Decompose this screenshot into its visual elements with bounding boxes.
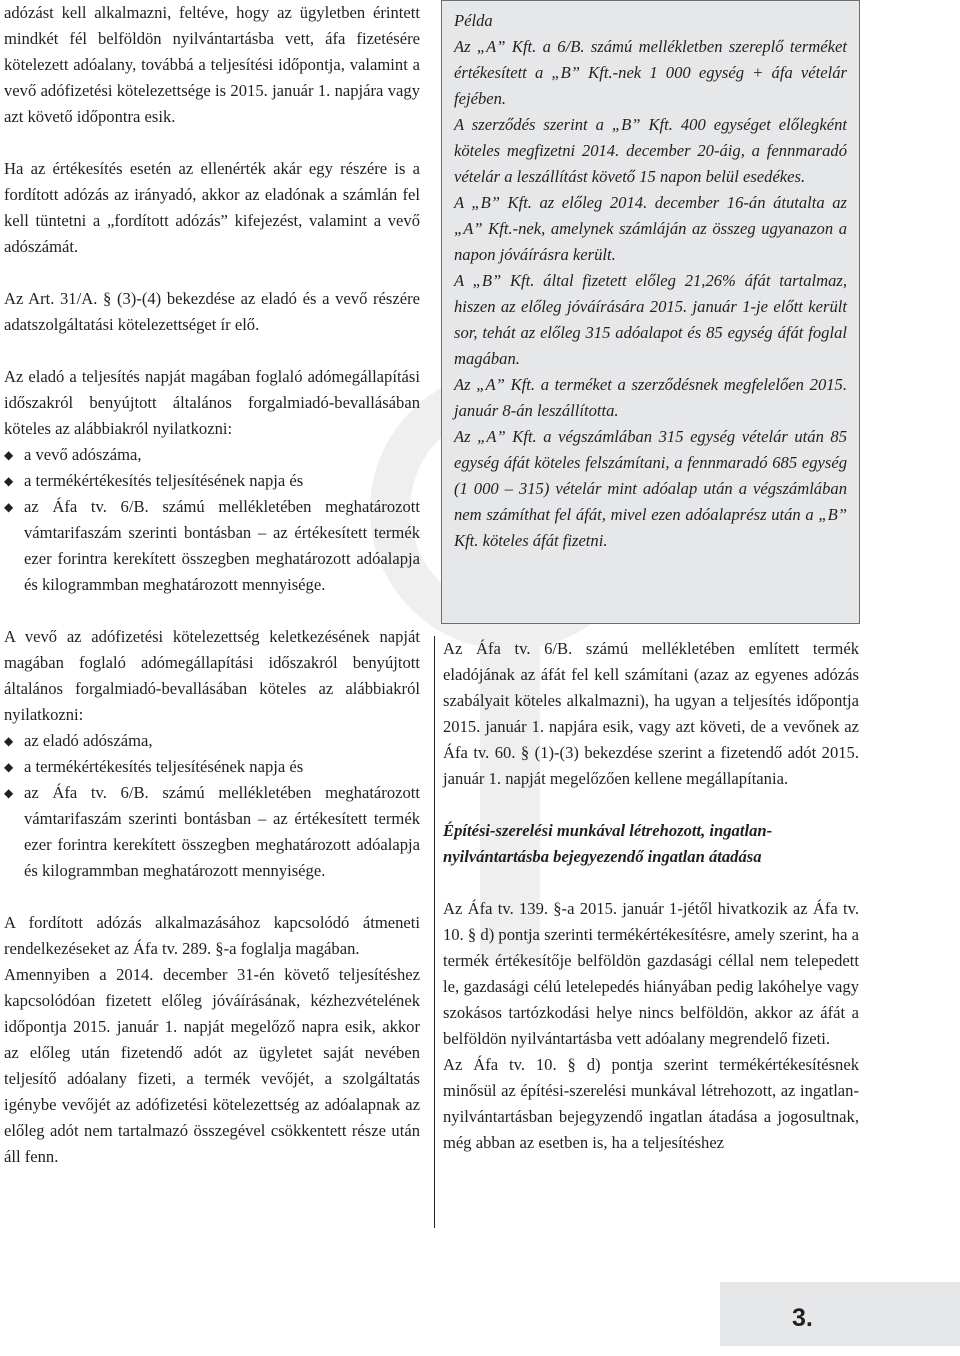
diamond-bullet-icon: ◆ bbox=[4, 760, 14, 774]
paragraph: Az Áfa tv. 6/B. számú mellékletében említett termék eladójának az áfát fel kell számítani (azaz az egyenes adózás szabályait köteles alkalmazni), ha ugyan a teljesítés időpontja 2015. január 1. napjára esik, vagy azt követi, de a vevőnek az Áfa tv. 60. § (1)-(3) bekezdése szerint a fizetendő adót 2015. január 1. napját megelőzően kellene megállapítania. bbox=[443, 639, 859, 788]
diamond-bullet-icon: ◆ bbox=[4, 474, 14, 488]
footer-bar bbox=[720, 1282, 960, 1346]
right-column bbox=[443, 636, 859, 1156]
example-line: A szerződés szerint a „B” Kft. 400 egységet előlegként köteles megfizetni 2014. december 20-áig, a fennmaradó vételár a leszállítást követő 15 napon belül esedékes. bbox=[454, 115, 847, 186]
paragraph: Az Áfa tv. 10. § d) pontja szerint termékértékesítésnek minősül az építési-szerelési munkával létrehozott, az ingatlan-nyilvántartásban bejegyzendő ingatlan átadása a jogosultnak, még abban az esetben is, ha a teljesítéshez bbox=[443, 1055, 859, 1152]
example-line: Az „A” Kft. a 6/B. számú mellékletben szereplő terméket értékesített a „B” Kft.-nek 1 000 egység + áfa vételár fejében. bbox=[454, 37, 847, 108]
paragraph: Az Áfa tv. 139. §-a 2015. január 1-jétől hivatkozik az Áfa tv. 10. § d) pontja szerinti termékértékesítésre, amely szerint, ha a termék értékesítője belföldön gazdasági céllal nem telepedett le, gazdasági célú letelepedés hiányában pedig lakóhelye vagy szokásos tartózkodási helye nincs belföldön, akkor az áfát a belföldön nyilvántartásba vett adóalany megrendelő fizeti. bbox=[443, 899, 859, 1048]
paragraph: adózást kell alkalmazni, feltéve, hogy az ügyletben érintett mindkét fél belföldön nyilvántartásba vett, áfa fizetésére kötelezett adóalany, továbbá a teljesítési időpontja, valamint a vevő adófizetési kötelezettsége is 2015. január 1. napjára vagy azt követő időpontra esik. bbox=[4, 3, 420, 126]
diamond-bullet-icon: ◆ bbox=[4, 734, 14, 748]
paragraph: Az eladó a teljesítés napját magában foglaló adómegállapítási időszakról benyújtott általános forgalmiadó-bevallásában köteles az alábbiakról nyilatkozni: bbox=[4, 367, 420, 438]
left-column bbox=[4, 0, 420, 1170]
diamond-bullet-icon: ◆ bbox=[4, 448, 14, 462]
section-heading: Építési-szerelési munkával létrehozott, ingatlan-nyilvántartásba bejegyezendő ingatlan átadása bbox=[443, 821, 773, 866]
paragraph: Az Art. 31/A. § (3)-(4) bekezdése az eladó és a vevő részére adatszolgáltatási kötelezettséget ír elő. bbox=[4, 289, 420, 334]
column-divider bbox=[434, 636, 435, 1228]
paragraph: Ha az értékesítés esetén az ellenérték akár egy részére is a fordított adózás az irányadó, akkor az eladónak a számlán fel kell tüntetni a „fordított adózás” kifejezést, valamint a vevő adószámát. bbox=[4, 159, 420, 256]
diamond-bullet-icon: ◆ bbox=[4, 786, 14, 800]
example-line: A „B” Kft. által fizetett előleg 21,26% áfát tartalmaz, hiszen az előleg jóváírására 2015. január 1-je előtt került sor, tehát az előleg 315 adóalapot és 85 egység áfát foglal magában. bbox=[454, 271, 847, 368]
diamond-bullet-icon: ◆ bbox=[4, 500, 14, 514]
list-item: ◆ a termékértékesítés teljesítésének napja és bbox=[4, 754, 420, 780]
list-item: ◆ az eladó adószáma, bbox=[4, 728, 420, 754]
paragraph: Amennyiben a 2014. december 31-én követő teljesítéshez kapcsolódóan fizetett előleg jóváírásának, kézhezvételének időpontja 2015. január 1. napját megelőző napra esik, akkor az előleg után fizetendő adót az ügyletet saját nevében teljesítő adóalany fizeti, a termék vevőjét, a szolgáltatás igénybe vevőjét az adófizetési kötelezettség az adóalapnak az előleg adót nem tartalmazó összegével csökkentett része után áll fenn. bbox=[4, 965, 420, 1166]
example-line: Az „A” Kft. a végszámlában 315 egység vételár után 85 egység áfát köteles felszámítani, a fennmaradó 685 egység (1 000 – 315) vételár mint adóalap után a végszámlában nem számíthat fel áfát, mivel ezen adóalaprész után a „B” Kft. köteles áfát fizetni. bbox=[454, 427, 847, 550]
page-number: 3. bbox=[792, 1304, 813, 1332]
list-item: ◆ a vevő adószáma, bbox=[4, 442, 420, 468]
example-line: Az „A” Kft. a terméket a szerződésnek megfelelően 2015. január 8-án leszállította. bbox=[454, 375, 847, 420]
example-line: A „B” Kft. az előleg 2014. december 16-án átutalta az „A” Kft.-nek, amelynek számláján az összeg ugyanazon a napon jóváírásra került. bbox=[454, 193, 847, 264]
example-box bbox=[441, 0, 860, 624]
list-item: ◆ az Áfa tv. 6/B. számú mellékletében meghatározott vámtarifaszám szerinti bontásban – az értékesített termék ezer forintra kerekített összegben meghatározott adóalapja és kilogrammban meghatározott mennyisége. bbox=[4, 780, 420, 884]
list-item: ◆ az Áfa tv. 6/B. számú mellékletében meghatározott vámtarifaszám szerinti bontásban – az értékesített termék ezer forintra kerekített összegben meghatározott adóalapja és kilogrammban meghatározott mennyisége. bbox=[4, 494, 420, 598]
paragraph: A fordított adózás alkalmazásához kapcsolódó átmeneti rendelkezéseket az Áfa tv. 289. §-a foglalja magában. bbox=[4, 913, 420, 958]
paragraph: A vevő az adófizetési kötelezettség keletkezésének napját magában foglaló adómegállapítási időszakról benyújtott általános forgalmiadó-bevallásában köteles az alábbiakról nyilatkozni: bbox=[4, 627, 420, 724]
example-title: Példa bbox=[454, 11, 493, 30]
list-item: ◆ a termékértékesítés teljesítésének napja és bbox=[4, 468, 420, 494]
